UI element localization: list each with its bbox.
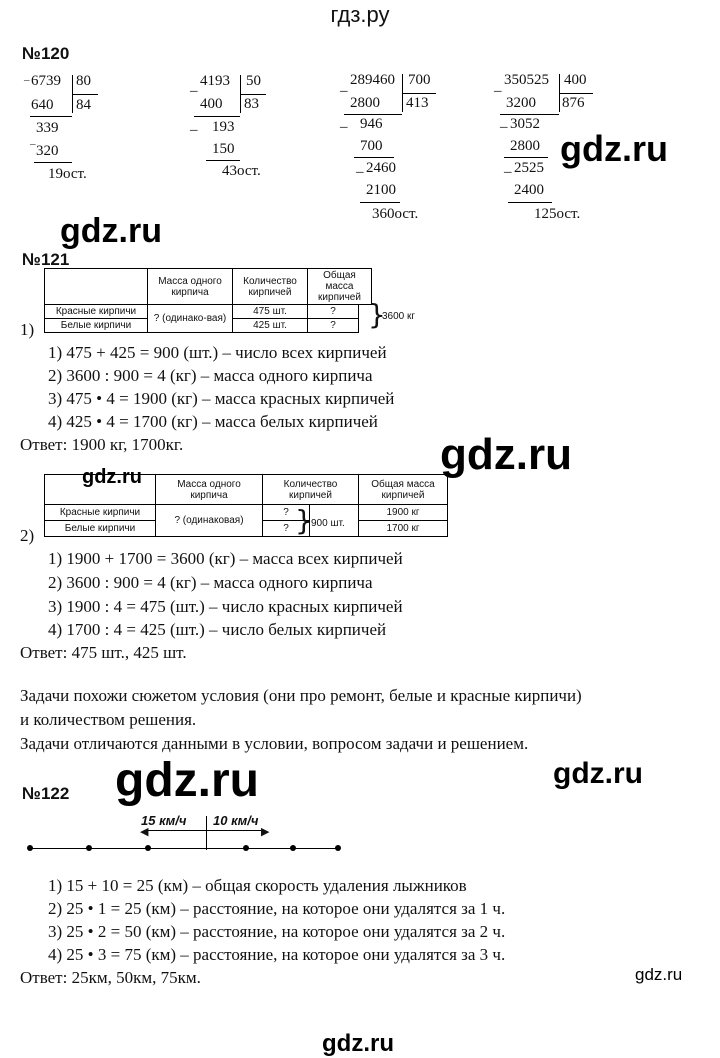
cell: 425 шт. [233,319,308,333]
remainder-step: 946 [360,116,383,132]
minus-sign: – [504,164,512,180]
paragraph-line: Задачи отличаются данными в условии, вопросом задачи и решением. [20,734,529,753]
subtrahend: 150 [212,141,235,157]
divisor: 50 [246,73,261,89]
solution-line: 1) 1900 + 1700 = 3600 (кг) – масса всех кирпичей [48,549,403,568]
point [290,845,296,851]
paragraph-line: Задачи похожи сюжетом условия (они про ремонт, белые и красные кирпичи) [20,686,582,705]
remainder: 43ост. [222,163,261,179]
col-header: Общая масса кирпичей [359,475,448,505]
quotient: 876 [562,95,585,111]
solution-line: 4) 1700 : 4 = 425 (шт.) – число белых кирпичей [48,620,387,639]
subtrahend: 2400 [514,182,544,198]
minus-sign: – [30,138,36,150]
row-label: Красные кирпичи [45,505,156,521]
solution-line: 3) 1900 : 4 = 475 (шт.) – число красных кирпичей [48,597,403,616]
divisor: 700 [408,72,431,88]
minus-sign: – [340,83,348,99]
subtrahend: 640 [31,97,54,113]
answer: Ответ: 1900 кг, 1700кг. [20,435,184,454]
minus-sign: – [190,83,198,99]
remainder-step: 339 [36,120,59,136]
point [145,845,151,851]
solution-line: 2) 3600 : 900 = 4 (кг) – масса одного кирпича [48,573,373,592]
cell: 1900 кг [359,505,448,521]
divisor: 80 [76,73,91,89]
cell: 1700 кг [359,521,448,537]
start-marker [206,816,207,850]
minus-sign: – [190,122,198,138]
solution-line: 4) 25 • 3 = 75 (км) – расстояние, на которое они удалятся за 3 ч. [48,945,506,964]
part-number: 2) [20,526,35,545]
part-number: 1) [20,320,35,339]
watermark: gdz.ru [322,1030,394,1057]
subtrahend: 2100 [366,182,396,198]
subtrahend: 320 [36,143,59,159]
answer: Ответ: 475 шт., 425 шт. [20,643,187,662]
col-header: Количество кирпичей [263,475,359,505]
minus-sign: – [340,119,348,135]
cell: ? (одинако-вая) [148,305,233,333]
subtrahend: 2800 [350,95,380,111]
solution-line: 3) 475 • 4 = 1900 (кг) – масса красных кирпичей [48,389,395,408]
arrow-left-icon: ◀ [140,826,149,838]
quotient: 83 [244,96,259,112]
point [27,845,33,851]
remainder: 360ост. [372,206,419,222]
watermark: gdz.ru [635,965,683,984]
solution-line: 4) 425 • 4 = 1700 (кг) – масса белых кирпичей [48,412,378,431]
cell: ? (одинаковая) [156,505,263,537]
cell: ? [308,319,359,333]
minus-sign: – [24,74,30,86]
watermark: gdz.ru [440,430,572,479]
paragraph-line: и количеством решения. [20,710,197,729]
brace: } [295,504,313,537]
arrow-right-icon: ▶ [261,826,270,838]
row-label: Красные кирпичи [45,305,148,319]
page-header: гдз.ру [330,2,390,27]
minus-sign: – [494,83,502,99]
subtrahend: 3200 [506,95,536,111]
bricks-table-2 [44,474,448,537]
col-header: Масса одного кирпича [148,269,233,305]
task-122-label: №122 [22,784,70,803]
bricks-table-1 [44,268,372,333]
row-label: Белые кирпичи [45,521,156,537]
subtrahend: 400 [200,96,223,112]
col-header: Масса одного кирпича [156,475,263,505]
dividend: 4193 [200,73,230,89]
remainder-step: 2460 [366,160,396,176]
task-120-label: №120 [22,44,70,63]
remainder: 125ост. [534,206,581,222]
solution-line: 2) 3600 : 900 = 4 (кг) – масса одного кирпича [48,366,373,385]
minus-sign: – [356,164,364,180]
col-header: Количество кирпичей [233,269,308,305]
remainder: 19ост. [48,166,87,182]
watermark: gdz.ru [553,757,643,790]
speed-left: 15 км/ч [141,813,187,828]
quotient: 84 [76,97,91,113]
remainder-step: 2525 [514,160,544,176]
cell: 475 шт. [233,305,308,319]
point [243,845,249,851]
speed-arrow-line [146,830,264,831]
watermark: gdz.ru [115,754,259,807]
total-label: 900 шт. [311,518,345,529]
brace: } [368,298,386,331]
solution-line: 3) 25 • 2 = 50 (км) – расстояние, на которое они удалятся за 2 ч. [48,922,506,941]
solution-line: 1) 475 + 425 = 900 (шт.) – число всех кирпичей [48,343,387,362]
task-121-label: №121 [22,250,70,269]
speed-right: 10 км/ч [213,813,259,828]
dividend: 350525 [504,72,549,88]
minus-sign: – [500,119,508,135]
answer: Ответ: 25км, 50км, 75км. [20,968,201,987]
dividend: 289460 [350,72,395,88]
watermark: gdz.ru [560,128,668,169]
point [86,845,92,851]
cell: ? [263,521,310,537]
watermark: gdz.ru [60,212,162,250]
point [335,845,341,851]
remainder-step: 3052 [510,116,540,132]
remainder-step: 193 [212,119,235,135]
dividend: 6739 [31,73,61,89]
solution-line: 2) 25 • 1 = 25 (км) – расстояние, на которое они удалятся за 1 ч. [48,899,506,918]
row-label: Белые кирпичи [45,319,148,333]
watermark: gdz.ru [82,466,142,488]
total-label: 3600 кг [382,311,416,322]
divisor: 400 [564,72,587,88]
subtrahend: 2800 [510,138,540,154]
cell: ? [308,305,359,319]
subtrahend: 700 [360,138,383,154]
solution-line: 1) 15 + 10 = 25 (км) – общая скорость удаления лыжников [48,876,467,895]
cell: ? [263,505,310,521]
quotient: 413 [406,95,429,111]
col-header: Общая масса кирпичей [308,269,372,305]
